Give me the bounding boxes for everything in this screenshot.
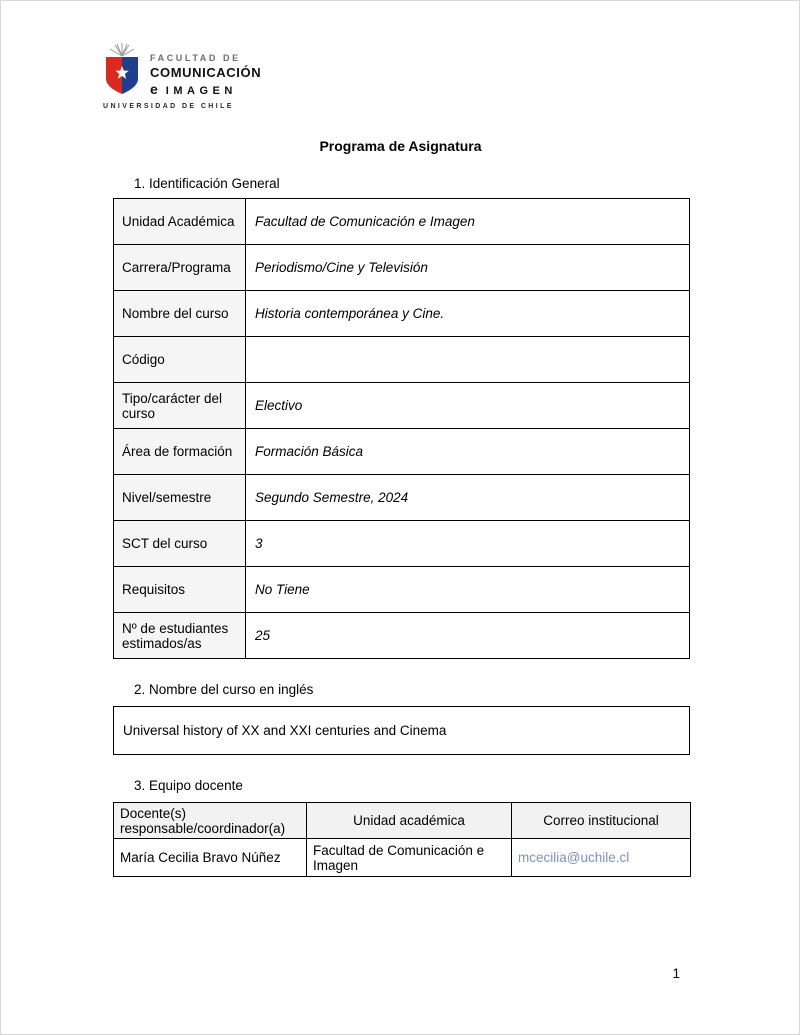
field-value (246, 337, 690, 383)
table-row (114, 839, 691, 877)
field-value: Segundo Semestre, 2024 (246, 475, 690, 521)
field-label: Requisitos (114, 567, 246, 613)
logo-imagen: IMAGEN (165, 85, 237, 97)
field-value: Historia contemporánea y Cine. (246, 291, 690, 337)
table-row (114, 567, 690, 613)
table-row (114, 521, 690, 567)
header-correo: Correo institucional (512, 803, 691, 839)
table-row (114, 707, 690, 755)
field-label: Área de formación (114, 429, 246, 475)
field-label: Código (114, 337, 246, 383)
table-row (114, 475, 690, 521)
english-name-table (113, 706, 690, 755)
logo-line-comunicacion: COMUNICACIÓN (150, 65, 262, 80)
page-number: 1 (672, 966, 680, 981)
section-1-heading: 1. Identificación General (134, 176, 280, 191)
table-row (114, 199, 690, 245)
english-course-name: Universal history of XX and XXI centuries and Cinema (114, 707, 690, 755)
email-link[interactable]: mcecilia@uchile.cl (512, 839, 691, 877)
docente-unidad: Facultad de Comunicación e Imagen (307, 839, 512, 877)
logo-line-facultad: FACULTAD DE (150, 53, 241, 63)
field-value: Electivo (246, 383, 690, 429)
field-value: Periodismo/Cine y Televisión (246, 245, 690, 291)
university-shield-icon (101, 41, 143, 99)
field-value: 3 (246, 521, 690, 567)
field-value: Formación Básica (246, 429, 690, 475)
field-value: 25 (246, 613, 690, 659)
field-label: Tipo/carácter del curso (114, 383, 246, 429)
field-value: No Tiene (246, 567, 690, 613)
section-3-heading: 3. Equipo docente (134, 778, 243, 793)
field-label: Nombre del curso (114, 291, 246, 337)
table-row (114, 291, 690, 337)
field-label: SCT del curso (114, 521, 246, 567)
field-value: Facultad de Comunicación e Imagen (246, 199, 690, 245)
table-row (114, 383, 690, 429)
table-row (114, 613, 690, 659)
logo-text (150, 41, 261, 99)
logo-line-imagen (150, 81, 261, 99)
docente-name: María Cecilia Bravo Núñez (114, 839, 307, 877)
field-label: Carrera/Programa (114, 245, 246, 291)
field-label: Unidad Académica (114, 199, 246, 245)
identification-table (113, 198, 690, 659)
table-header-row (114, 803, 691, 839)
teaching-team-table (113, 802, 691, 877)
table-row (114, 337, 690, 383)
logo-e: e (150, 81, 158, 97)
university-logo (101, 41, 261, 110)
logo-university-name: UNIVERSIDAD DE CHILE (103, 103, 234, 110)
header-docente: Docente(s) responsable/coordinador(a) (114, 803, 307, 839)
field-label: Nº de estudiantes estimados/as (114, 613, 246, 659)
header-unidad: Unidad académica (307, 803, 512, 839)
table-row (114, 245, 690, 291)
field-label: Nivel/semestre (114, 475, 246, 521)
section-2-heading: 2. Nombre del curso en inglés (134, 682, 314, 697)
table-row (114, 429, 690, 475)
document-title: Programa de Asignatura (319, 138, 482, 154)
